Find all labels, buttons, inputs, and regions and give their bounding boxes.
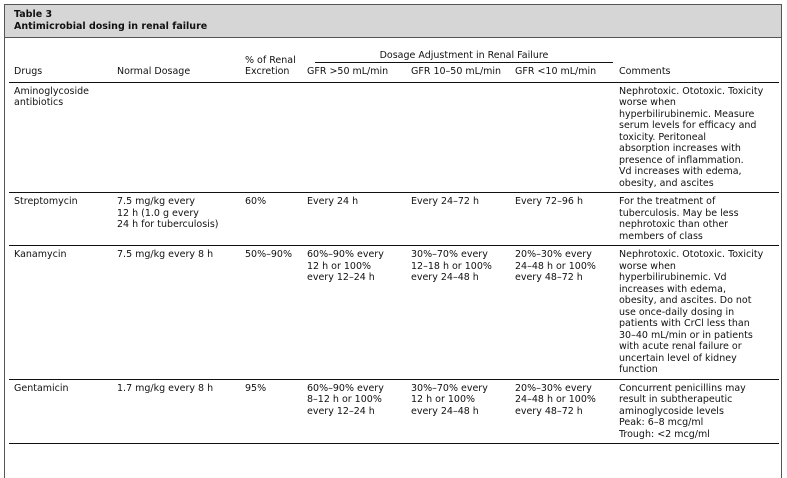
gfr-mid-dose [411,82,515,193]
drug-name: Kanamycin [14,249,67,260]
gfr-high-dose [307,82,411,193]
header-comments: Comments [619,66,671,77]
normal-dosage: 1.7 mg/kg every 8 h [117,382,214,394]
gfr-mid-dose: 30%–70% every 12–18 h or 100% every 24–48 h [411,249,492,283]
table-row [9,246,779,380]
header-row-bottom [9,64,779,82]
gfr-mid-dose: 30%–70% every 12 h or 100% every 24–48 h [411,382,488,417]
gfr-high-dose: 60%–90% every 8–12 h or 100% every 12–24 h [307,382,384,417]
normal-dosage [117,82,245,193]
table-label: Table 3 [14,9,53,20]
gfr-low-dose: 20%–30% every 24–48 h or 100% every 48–72 h [515,249,596,283]
header-dosage-adjustment [307,38,619,64]
table-title: Antimicrobial dosing in renal failure [14,21,208,32]
renal-excretion: 60% [245,196,267,207]
header-gfr-mid: GFR 10–50 mL/min [411,66,502,77]
gfr-high-dose: Every 24 h [307,196,359,207]
header-gfr-high: GFR >50 mL/min [307,66,389,77]
drug-name: Aminoglycoside antibiotics [14,85,90,108]
renal-excretion: 50%–90% [245,249,292,260]
header-renal-excretion: % of Renal Excretion [245,54,296,77]
gfr-mid-dose: Every 24–72 h [411,196,479,207]
table-row [9,379,779,444]
normal-dosage: 7.5 mg/kg every 12 h (1.0 g every 24 h for tuberculosis) [117,196,219,230]
comments: Concurrent penicillins may result in subtherapeutic aminoglycoside levels Peak: 6–8 mcg/ml Trough: <2 mcg/ml [619,382,746,440]
gfr-low-dose: 20%–30% every 24–48 h or 100% every 48–72 h [515,382,596,417]
gfr-low-dose [515,82,619,193]
renal-excretion [245,82,307,193]
comments: For the treatment of tuberculosis. May be less nephrotoxic than other members of class [619,196,739,242]
header-dosage-adjustment-label: Dosage Adjustment in Renal Failure [315,50,613,64]
table-row [9,82,779,193]
table-frame [4,4,782,478]
renal-excretion: 95% [245,382,267,394]
table-caption [5,5,781,38]
gfr-low-dose: Every 72–96 h [515,196,583,207]
dosing-table [9,38,779,444]
comments: Nephrotoxic. Ototoxic. Toxicity worse when hyperbilirubinemic. Vd increases with edema, obesity, and ascites. Do not use once-daily dosing in patients with CrCl less than 30–40 mL/min or in patients with acute renal failure or uncertain level of kidney function [619,249,764,375]
normal-dosage: 7.5 mg/kg every 8 h [117,249,214,260]
header-normal-dosage: Normal Dosage [117,66,191,77]
gfr-high-dose: 60%–90% every 12 h or 100% every 12–24 h [307,249,384,283]
drug-name: Streptomycin [14,196,78,207]
header-gfr-low: GFR <10 mL/min [515,66,597,77]
drug-name: Gentamicin [14,382,69,394]
comments: Nephrotoxic. Ototoxic. Toxicity worse when hyperbilirubinemic. Measure serum levels for efficacy and toxicity. Peritoneal absorption increases with presence of inflammation. Vd increases with edema, obesity, and ascites [619,85,764,189]
header-drugs: Drugs [14,66,43,77]
header-row-top [9,38,779,64]
table-row [9,193,779,246]
